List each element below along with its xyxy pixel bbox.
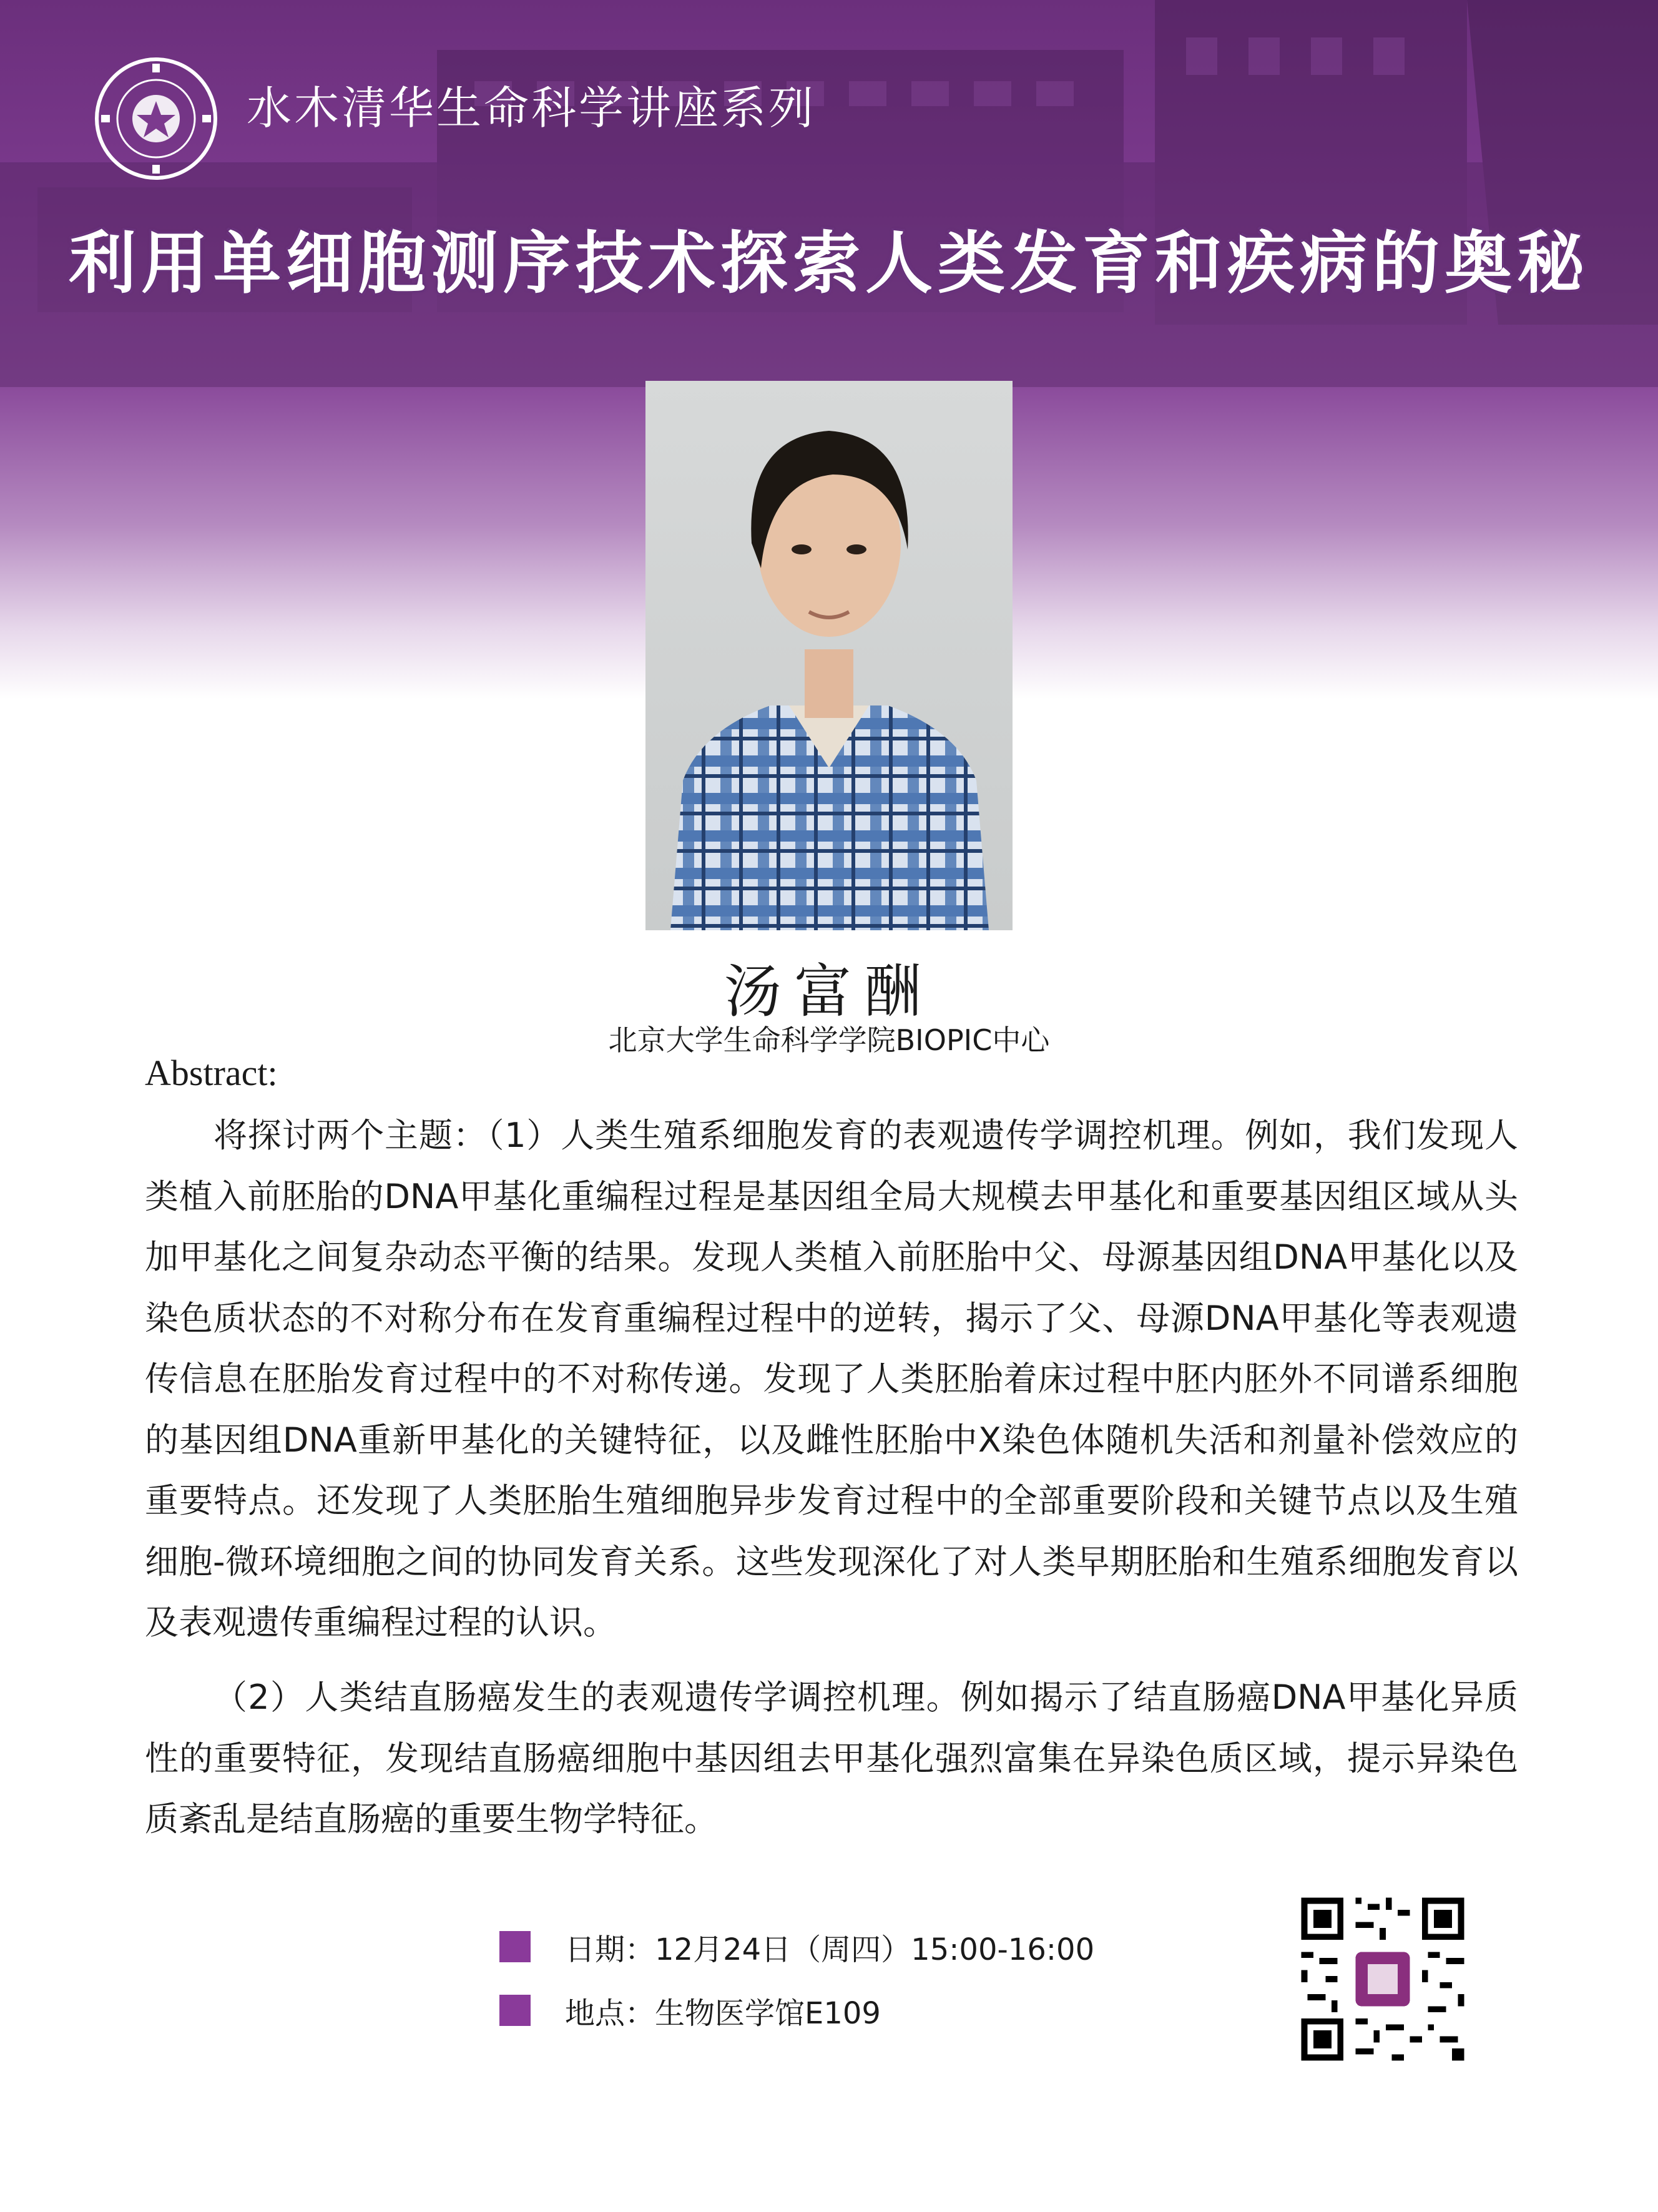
speaker-photo [645,381,1013,930]
square-bullet-icon [499,1995,531,2026]
abstract-paragraph-2: （2）人类结直肠癌发生的表观遗传学调控机理。例如揭示了结直肠癌DNA甲基化异质性的重要特征，发现结直肠癌细胞中基因组去甲基化强烈富集在异染色质区域，提示异染色质紊乱是结直肠癌的重要生物学特征。 [145,1678,1518,1839]
qr-code[interactable] [1295,1892,1470,2067]
event-date-row [499,1928,1094,1965]
speaker-affiliation: 北京大学生命科学学院BIOPIC中心 [608,1023,1050,1057]
square-bullet-icon [499,1931,531,1962]
speaker-name: 汤富酬 [724,958,934,1025]
abstract-label: Abstract: [145,1053,278,1093]
university-seal [94,56,218,181]
speaker-photo-illustration [645,381,1013,930]
lecture-series-title: 水木清华生命科学讲座系列 [247,82,817,134]
lecture-title: 利用单细胞测序技术探索人类发育和疾病的奥秘 [68,225,1589,303]
event-location-row [499,1992,881,2029]
event-location: 地点：生物医学馆E109 [565,1995,881,2031]
abstract-paragraph-1: 将探讨两个主题：（1）人类生殖系细胞发育的表观遗传学调控机理。例如，我们发现人类植入前胚胎的DNA甲基化重编程过程是基因组全局大规模去甲基化和重要基因组区域从头加甲基化之间复杂动态平衡的结果。发现人类植入前胚胎中父、母源基因组DNA甲基化以及染色质状态的不对称分布在发育重编程过程中的逆转，揭示了父、母源DNA甲基化等表观遗传信息在胚胎发育过程中的不对称传递。发现了人类胚胎着床过程中胚内胚外不同谱系细胞的基因组DNA重新甲基化的关键特征，以及雌性胚胎中X染色体随机失活和剂量补偿效应的重要特点。还发现了人类胚胎生殖细胞异步发育过程中的全部重要阶段和关键节点以及生殖细胞-微环境细胞之间的协同发育关系。这些发现深化了对人类早期胚胎和生殖系细胞发育以及表观遗传重编程过程的认识。 [145,1116,1518,1642]
event-date: 日期：12月24日（周四）15:00-16:00 [565,1932,1095,1967]
campus-buildings-background [0,0,1658,387]
